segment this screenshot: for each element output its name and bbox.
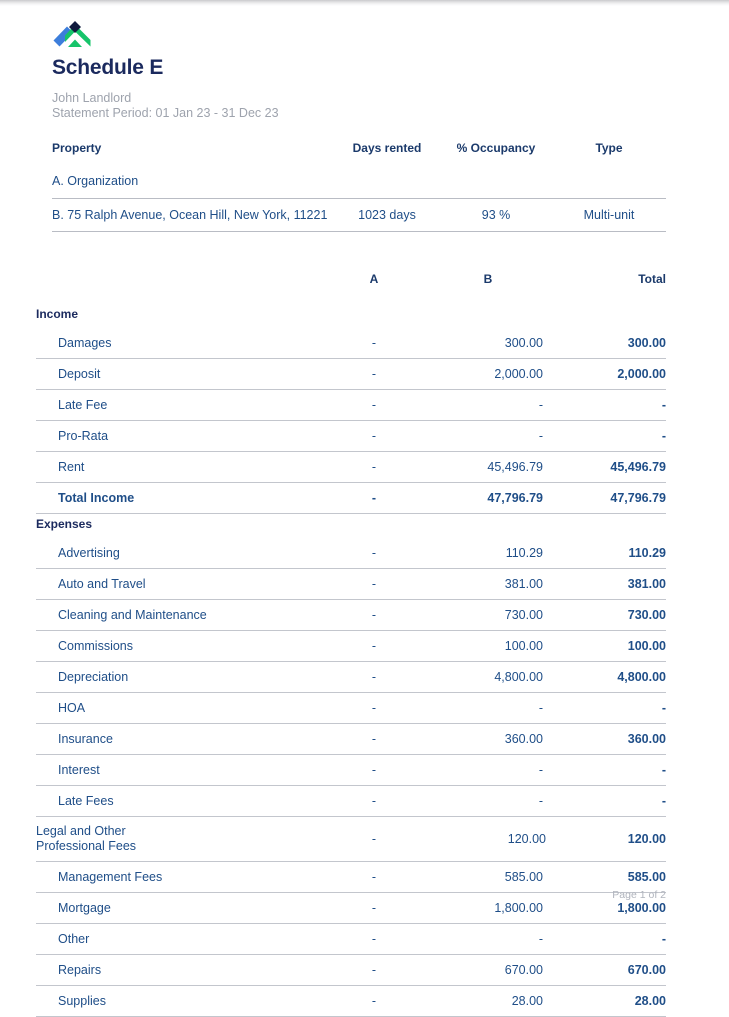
ledger-row-label: Damages: [36, 328, 318, 359]
ledger-row-label: Repairs: [36, 955, 318, 986]
ledger-row-label: Insurance: [36, 724, 318, 755]
ledger-row-value-b: 2,000.00: [430, 359, 546, 390]
property-header-type: Type: [595, 141, 623, 155]
ledger-row: [36, 538, 666, 569]
ledger-row-label: Commissions: [36, 631, 318, 662]
ledger-row-value-a: -: [318, 390, 430, 421]
ledger-row-label: Deposit: [36, 359, 318, 390]
ledger-header-b: B: [483, 272, 493, 286]
ledger-row-value-total: 4,800.00: [546, 662, 666, 693]
ledger-row-value-a: -: [318, 986, 430, 1017]
ledger-row-value-a: -: [318, 631, 430, 662]
ledger-row: [36, 600, 666, 631]
ledger-row-value-b: 1,800.00: [430, 893, 546, 924]
document-meta: [52, 91, 666, 121]
ledger-row-label: Late Fee: [36, 390, 318, 421]
ledger-row-value-b: 585.00: [430, 862, 546, 893]
ledger-row-label: Management Fees: [36, 862, 318, 893]
ledger-row: [36, 359, 666, 390]
ledger-row-value-b: 110.29: [430, 538, 546, 569]
page-title: Schedule E: [52, 56, 164, 79]
ledger-row: [36, 817, 666, 862]
ledger-row-value-b: -: [430, 390, 546, 421]
ledger-row-label: Other: [36, 924, 318, 955]
ledger-row-value-total: -: [546, 693, 666, 724]
ledger-header-total: Total: [638, 272, 666, 286]
ledger-row: [36, 328, 666, 359]
ledger-row-label: Late Fees: [36, 786, 318, 817]
ledger-row-value-b: -: [430, 924, 546, 955]
ledger-row-label: Interest: [36, 755, 318, 786]
statement-period: Statement Period: 01 Jan 23 - 31 Dec 23: [52, 106, 279, 120]
property-row-organization: [52, 165, 666, 199]
property-days-rented: [334, 165, 440, 199]
property-type: [552, 165, 666, 199]
ledger-row-value-a: -: [318, 662, 430, 693]
ledger-row-value-total: 45,496.79: [546, 452, 666, 483]
ledger-row-label: Total Income: [36, 483, 318, 514]
ledger-row-value-a: -: [318, 421, 430, 452]
ledger-row-value-a: -: [318, 452, 430, 483]
ledger-row-value-total: 2,000.00: [546, 359, 666, 390]
ledger-row-value-b: 730.00: [430, 600, 546, 631]
ledger-row-value-b: 360.00: [430, 724, 546, 755]
property-days-rented: 1023 days: [334, 199, 440, 232]
ledger-row-value-total: 585.00: [546, 862, 666, 893]
ledger-row-value-a: -: [318, 786, 430, 817]
property-occupancy: [440, 165, 552, 199]
ledger-row-value-b: -: [430, 755, 546, 786]
ledger-row-label: Depreciation: [36, 662, 318, 693]
ledger-row: [36, 483, 666, 514]
ledger-row-value-total: 730.00: [546, 600, 666, 631]
ledger-row-value-b: 4,800.00: [430, 662, 546, 693]
ledger-row-value-b: 28.00: [430, 986, 546, 1017]
ledger-header-a: A: [369, 272, 379, 286]
ledger-row-value-a: -: [318, 755, 430, 786]
ledger-row-value-a: -: [318, 359, 430, 390]
ledger-row-value-a: -: [318, 569, 430, 600]
ledger-header-row: [36, 272, 666, 304]
ledger-row-label: Advertising: [36, 538, 318, 569]
ledger-row-value-b: 120.00: [430, 817, 546, 862]
ledger-row: [36, 631, 666, 662]
ledger-row: [36, 924, 666, 955]
ledger-row-value-total: -: [546, 421, 666, 452]
property-occupancy: 93 %: [440, 199, 552, 232]
ledger-section-header: [36, 304, 666, 328]
ledger-row: [36, 986, 666, 1017]
ledger-section-header: [36, 514, 666, 539]
ledger-row-value-total: 300.00: [546, 328, 666, 359]
property-header-occupancy: % Occupancy: [456, 141, 536, 155]
ledger-row-value-a: -: [318, 955, 430, 986]
ledger-row-value-total: 1,800.00: [546, 893, 666, 924]
ledger-row-value-a: -: [318, 600, 430, 631]
ledger-row-value-a: -: [318, 924, 430, 955]
ledger-row-value-total: 28.00: [546, 986, 666, 1017]
ledger-row-label: Rent: [36, 452, 318, 483]
ledger-row-value-total: -: [546, 390, 666, 421]
house-roof-logo: [52, 18, 98, 50]
ledger-row-value-a: -: [318, 862, 430, 893]
ledger-row-value-b: 670.00: [430, 955, 546, 986]
owner-name: John Landlord: [52, 91, 132, 105]
ledger-row-label: Cleaning and Maintenance: [36, 600, 318, 631]
ledger-row-value-b: 381.00: [430, 569, 546, 600]
ledger-row-value-a: -: [318, 328, 430, 359]
ledger-row: [36, 693, 666, 724]
ledger-row-value-total: -: [546, 786, 666, 817]
ledger-row-label: Mortgage: [36, 893, 318, 924]
ledger-row-value-total: 110.29: [546, 538, 666, 569]
ledger-row-value-a: -: [318, 483, 430, 514]
ledger-row-label: HOA: [36, 693, 318, 724]
ledger-row-value-a: -: [318, 724, 430, 755]
ledger-row-value-b: -: [430, 693, 546, 724]
ledger-row-label: Legal and Other Professional Fees: [36, 817, 318, 862]
property-row-address: [52, 199, 666, 232]
ledger-row-value-a: -: [318, 693, 430, 724]
ledger-row: [36, 452, 666, 483]
ledger-table: [36, 272, 666, 1017]
ledger-row: [36, 786, 666, 817]
page-footer: Page 1 of 2: [612, 889, 666, 901]
ledger-row-value-b: 47,796.79: [430, 483, 546, 514]
ledger-row-value-a: -: [318, 817, 430, 862]
ledger-row: [36, 662, 666, 693]
ledger-row-value-total: 47,796.79: [546, 483, 666, 514]
ledger-row-label: Pro-Rata: [36, 421, 318, 452]
property-type: Multi-unit: [552, 199, 666, 232]
ledger-row: [36, 862, 666, 893]
ledger-body: [36, 304, 666, 1017]
property-table-header-row: [52, 135, 666, 165]
ledger-row-label: Auto and Travel: [36, 569, 318, 600]
ledger-section-title: Income: [36, 307, 79, 321]
ledger-row: [36, 724, 666, 755]
ledger-row: [36, 421, 666, 452]
ledger-row-value-total: 120.00: [546, 817, 666, 862]
ledger-section-title: Expenses: [36, 517, 93, 531]
ledger-header-label: [36, 272, 318, 304]
ledger-row-value-b: -: [430, 786, 546, 817]
property-header-property: Property: [52, 141, 102, 155]
ledger-row: [36, 955, 666, 986]
ledger-row-value-b: 300.00: [430, 328, 546, 359]
ledger-row-value-total: 381.00: [546, 569, 666, 600]
property-name: A. Organization: [52, 174, 139, 188]
ledger-row: [36, 569, 666, 600]
ledger-row-value-total: -: [546, 755, 666, 786]
property-table: [52, 135, 666, 232]
property-name: B. 75 Ralph Avenue, Ocean Hill, New York, 11221: [52, 199, 334, 232]
ledger-row: [36, 755, 666, 786]
ledger-row-label: Supplies: [36, 986, 318, 1017]
ledger-row-value-a: -: [318, 893, 430, 924]
ledger-row-value-total: -: [546, 924, 666, 955]
ledger-row-value-total: 360.00: [546, 724, 666, 755]
ledger-row-value-b: 100.00: [430, 631, 546, 662]
ledger-row-value-b: 45,496.79: [430, 452, 546, 483]
ledger-row-value-a: -: [318, 538, 430, 569]
ledger-row-value-total: 670.00: [546, 955, 666, 986]
ledger-row: [36, 893, 666, 924]
ledger-row-value-b: -: [430, 421, 546, 452]
ledger-row: [36, 390, 666, 421]
property-header-days-rented: Days rented: [352, 141, 422, 155]
ledger-row-value-total: 100.00: [546, 631, 666, 662]
